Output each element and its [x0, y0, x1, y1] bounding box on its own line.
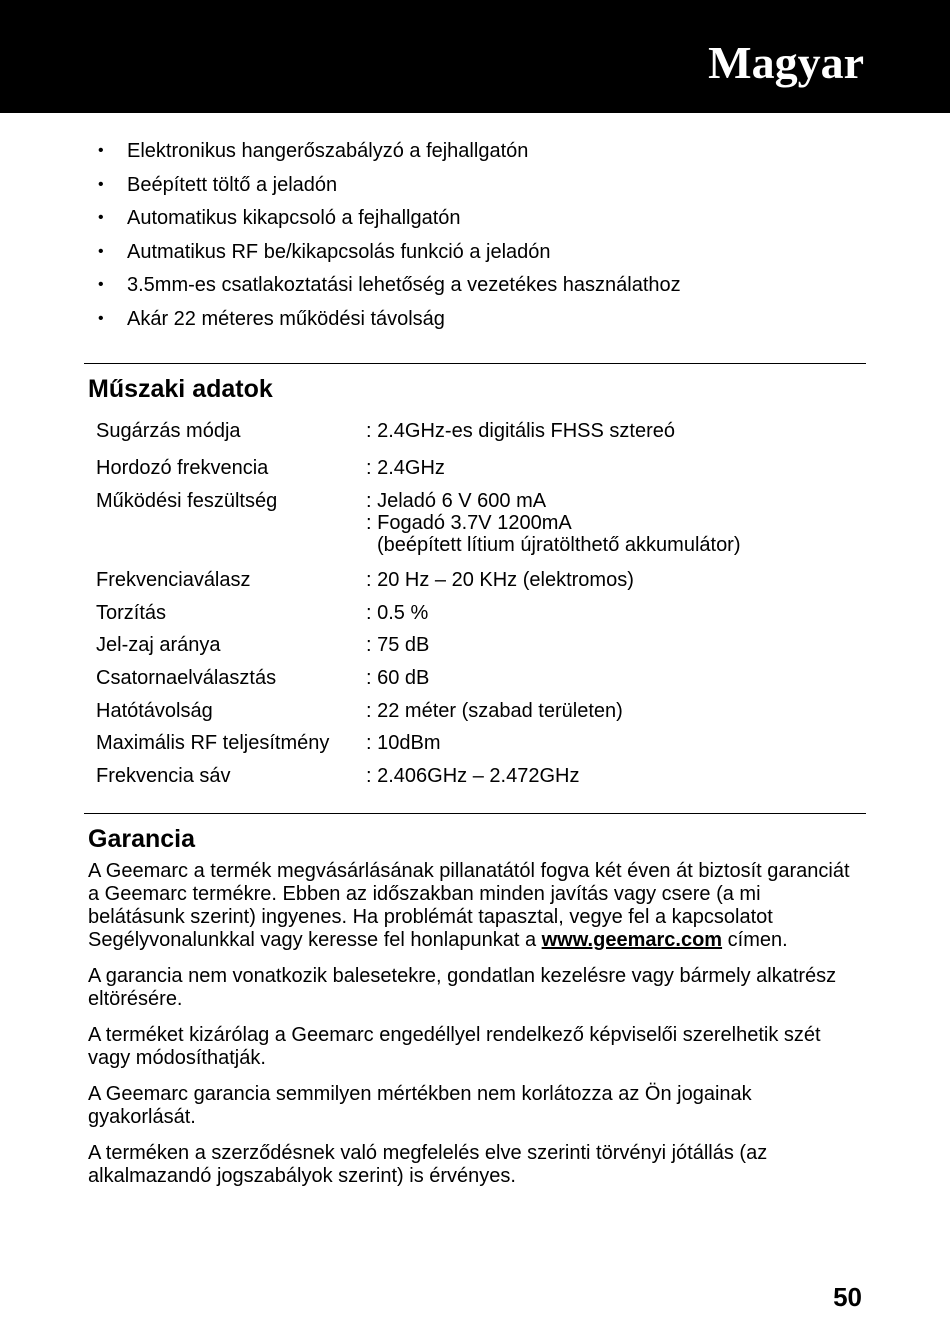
feature-text: Elektronikus hangerőszabályzó a fejhallgatón: [127, 140, 529, 162]
bullet-icon: •: [98, 209, 104, 227]
spec-value-line: : 0.5 %: [366, 602, 429, 624]
feature-text: Autmatikus RF be/kikapcsolás funkció a jeladón: [127, 240, 551, 263]
spec-label: Működési feszültség: [96, 490, 278, 512]
spec-value: [366, 457, 445, 479]
bullet-icon: •: [98, 276, 104, 294]
spec-value: [366, 490, 741, 556]
spec-label: Frekvenciaválasz: [96, 569, 251, 591]
website-link[interactable]: www.geemarc.com: [541, 929, 723, 951]
spec-label: Hatótávolság: [96, 700, 213, 722]
spec-label: Sugárzás módja: [96, 420, 241, 442]
spec-value: [366, 667, 429, 689]
spec-value-line: : 22 méter (szabad területen): [366, 700, 623, 722]
warranty-paragraph-text: A Geemarc a termék megvásárlásának pillanatától fogva két éven át biztosít garanciát a Geemarc termékre. Ebben az időszakban minden javítás vagy csere (a mi belátásunk szerint) ingyenes. Ha problémát tapasztal, vegye fel a kapcsolatot Segélyvonalunkkal vagy keresse fel honlapunkat a: [88, 860, 850, 951]
warranty-paragraph: A Geemarc garancia semmilyen mértékben nem korlátozza az Ön jogainak gyakorlását.: [88, 1083, 752, 1128]
spec-value: [366, 634, 429, 656]
warranty-text: [88, 860, 858, 1201]
bullet-icon: •: [98, 142, 104, 159]
spec-value-line: : 2.4GHz: [366, 457, 445, 479]
spec-label: Jel-zaj aránya: [96, 634, 221, 656]
feature-item: [98, 272, 681, 306]
feature-item: [98, 138, 681, 172]
spec-label: Csatornaelválasztás: [96, 667, 277, 689]
page-number: 50: [833, 1282, 862, 1312]
spec-value-line: : 2.4GHz-es digitális FHSS sztereó: [366, 420, 675, 442]
spec-value-note: (beépített lítium újratölthető akkumulátor): [377, 534, 741, 556]
spec-value-line: : 75 dB: [366, 634, 430, 656]
feature-text: Beépített töltő a jeladón: [127, 173, 338, 196]
spec-value-line: : 2.406GHz – 2.472GHz: [366, 765, 580, 787]
specs-heading: Műszaki adatok: [88, 375, 273, 403]
feature-text: Akár 22 méteres működési távolság: [127, 307, 445, 330]
feature-text: 3.5mm-es csatlakoztatási lehetőség a vezetékes használathoz: [127, 274, 681, 297]
feature-item: [98, 205, 681, 239]
spec-value: [366, 700, 623, 722]
spec-label: Maximális RF teljesítmény: [96, 732, 330, 754]
warranty-paragraph-text: címen.: [722, 929, 788, 951]
warranty-paragraph: A garancia nem vonatkozik balesetekre, gondatlan kezelésre vagy bármely alkatrész eltörésére.: [88, 965, 837, 1010]
spec-value: [366, 602, 428, 624]
spec-value-line: : Fogadó 3.7V 1200mA: [366, 512, 572, 534]
spec-value-line: : 60 dB: [366, 667, 430, 689]
spec-value: [366, 420, 675, 442]
bullet-icon: •: [98, 309, 104, 327]
spec-value: [366, 732, 440, 754]
header-bar: [0, 0, 950, 113]
bullet-icon: •: [98, 175, 104, 193]
feature-item: [98, 306, 681, 340]
feature-list: [98, 138, 681, 340]
feature-text: Automatikus kikapcsoló a fejhallgatón: [127, 207, 461, 230]
spec-label: Frekvencia sáv: [96, 765, 231, 787]
page-title: Magyar: [708, 37, 864, 88]
spec-value: [366, 765, 579, 787]
feature-item: [98, 172, 681, 206]
feature-item: [98, 239, 681, 273]
spec-label: Torzítás: [96, 602, 167, 624]
bullet-icon: •: [98, 242, 104, 260]
warranty-paragraph: A terméket kizárólag a Geemarc engedéllyel rendelkező képviselői szerelhetik szét vagy módosíthatják.: [88, 1024, 821, 1069]
spec-label: Hordozó frekvencia: [96, 457, 269, 479]
spec-value-line: : Jeladó 6 V 600 mA: [366, 490, 547, 512]
section-divider: [84, 363, 866, 364]
warranty-paragraph: A terméken a szerződésnek való megfelelés elve szerinti törvényi jótállás (az alkalmazandó jogszabályok szerint) is érvényes.: [88, 1142, 768, 1187]
warranty-paragraph: [88, 860, 858, 952]
section-divider: [84, 813, 866, 814]
spec-value: [366, 569, 634, 591]
spec-value-line: : 10dBm: [366, 732, 441, 754]
warranty-heading: Garancia: [88, 825, 196, 853]
spec-value-line: : 20 Hz – 20 KHz (elektromos): [366, 569, 634, 591]
